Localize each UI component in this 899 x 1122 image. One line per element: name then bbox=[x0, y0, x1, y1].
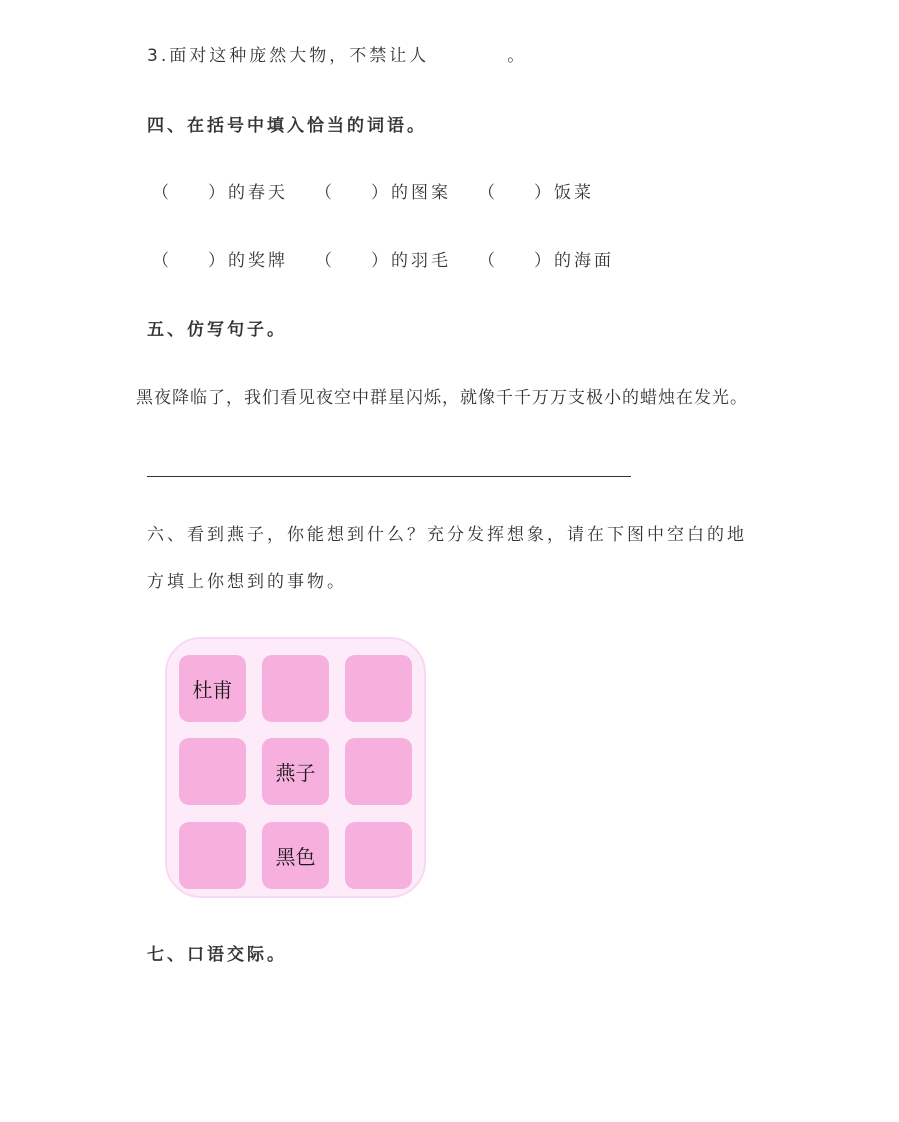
grid-cell[interactable] bbox=[345, 738, 412, 805]
section-7-title: 七、口语交际。 bbox=[147, 945, 287, 965]
fill-item: （ ）的图案 bbox=[315, 183, 451, 203]
grid-cell[interactable] bbox=[345, 822, 412, 889]
grid-cell[interactable] bbox=[179, 738, 246, 805]
question-3-end: 。 bbox=[507, 46, 528, 66]
grid-cell[interactable] bbox=[179, 822, 246, 889]
example-sentence: 黑夜降临了，我们看见夜空中群星闪烁，就像千千万万支极小的蜡烛在发光。 bbox=[136, 388, 748, 408]
fill-item: （ ）的奖牌 bbox=[152, 251, 288, 271]
fill-item: （ ）的春天 bbox=[152, 183, 288, 203]
answer-line[interactable] bbox=[147, 476, 631, 477]
section-5-title: 五、仿写句子。 bbox=[147, 320, 287, 340]
grid-cell[interactable] bbox=[262, 655, 329, 722]
question-3-text: 3.面对这种庞然大物，不禁让人 bbox=[147, 46, 430, 66]
grid-cell: 燕子 bbox=[262, 738, 329, 805]
section-4-title: 四、在括号中填入恰当的词语。 bbox=[147, 116, 427, 136]
section-6-prompt-line1: 六、看到燕子，你能想到什么？充分发挥想象，请在下图中空白的地 bbox=[147, 525, 747, 545]
grid-cell: 杜甫 bbox=[179, 655, 246, 722]
fill-item: （ ）的羽毛 bbox=[315, 251, 451, 271]
question-3 bbox=[147, 44, 527, 68]
grid-cell: 黑色 bbox=[262, 822, 329, 889]
section-6-prompt-line2: 方填上你想到的事物。 bbox=[147, 572, 347, 592]
grid-cell[interactable] bbox=[345, 655, 412, 722]
fill-item: （ ）饭菜 bbox=[478, 183, 594, 203]
association-grid bbox=[165, 637, 426, 898]
fill-item: （ ）的海面 bbox=[478, 251, 614, 271]
